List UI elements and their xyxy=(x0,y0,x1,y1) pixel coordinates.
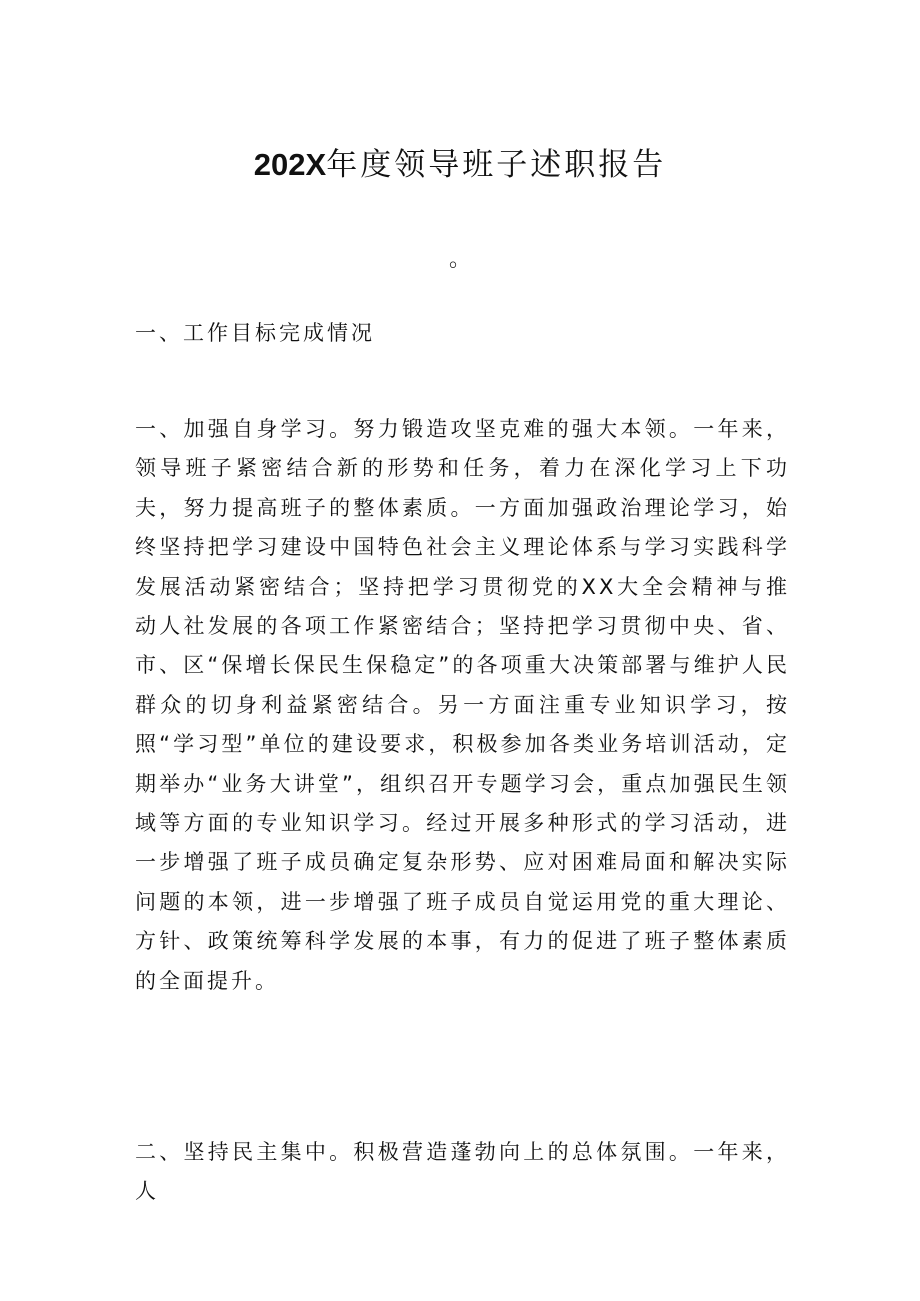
paragraph-1: 一、加强自身学习。努力锻造攻坚克难的强大本领。一年来，领导班子紧密结合新的形势和任务，着力在深化学习上下功夫，努力提高班子的整体素质。一方面加强政治理论学习，始终坚持把学习建设中国特色社会主义理论体系与学习实践科学发展活动紧密结合；坚持把学习贯彻党的XX大全会精神与推动人社发展的各项工作紧密结合；坚持把学习贯彻中央、省、市、区“保增长保民生保稳定”的各项重大决策部署与维护人民群众的切身利益紧密结合。另一方面注重专业知识学习，按照“学习型”单位的建设要求，积极参加各类业务培训活动，定期举办“业务大讲堂”，组织召开专题学习会，重点加强民生领域等方面的专业知识学习。经过开展多种形式的学习活动，进一步增强了班子成员确定复杂形势、应对困难局面和解决实际问题的本领，进一步增强了班子成员自觉运用党的重大理论、方针、政策统筹科学发展的本事，有力的促进了班子整体素质的全面提升。 xyxy=(135,417,790,993)
paragraph-2: 二、坚持民主集中。积极营造蓬勃向上的总体氛围。一年来，人 xyxy=(135,1140,790,1204)
title-year: 202X xyxy=(253,147,327,182)
title-text: 年度领导班子述职报告 xyxy=(326,147,667,183)
section-heading: 一、工作目标完成情况 xyxy=(135,321,375,345)
separator-mark: 。 xyxy=(448,247,471,272)
document-title xyxy=(0,140,920,190)
